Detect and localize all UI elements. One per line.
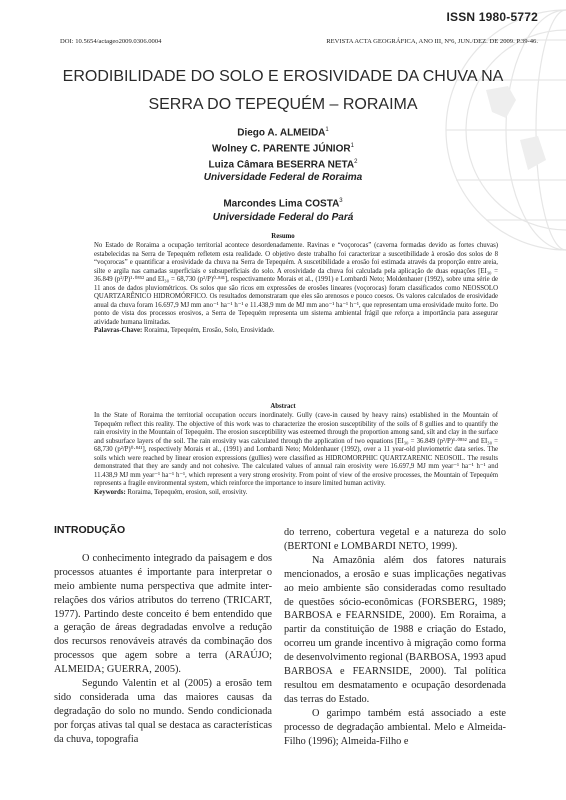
intro-paragraph-4: O garimpo também está associado a este processo de degradação ambiental. Melo e Almeida-Filho (1996); Almeida-Filho e xyxy=(284,707,506,747)
abstract-text: In the State of Roraima the territorial occupation occurs inordinately. Gully (cave-in caused by heavy rains) established in the Mountain of Tepequém reflect this reality. The objective of this work was to characterize the erosion susceptibility of the soils of 8 gullies and to quantify the rain erosivity in the Mountain of Tepequém. The erosion susceptibility was esteemed through the proportion among sand, silt and clay in the surface and subsurface layers of the soil. The rain erosivity was calculated through the application of two equations [EI₃₀ = 36.849 (p²/P)¹·⁰⁸⁵² and EI₃₀ = 68,730 (p²/P)⁰·⁸⁴¹], respectively Morais et al., (1991) and Lombardi Neto; Moldenhauer (1992), over a 11 year-old pluviometric data series. The soils which were reached by linear erosion expressions (gullies) were classified as HIDROMORPHIC QUARTZARENIC NEOSOIL. The results demonstrated that they are sandy and not cohesive. The calculated values of annual rain erosivity were 16.697,9 MJ mm year⁻¹ ha⁻¹ h⁻¹ and 11.438,9 MJ mm year⁻¹ ha⁻¹ h⁻¹, which represent a very strong erosivity. From point of view of the erosive processes, the Mountain of Tepequém represents a fragile environmental system, which reinforce the importance to insure limited human activity. xyxy=(94,412,498,488)
introduction-heading: INTRODUÇÃO xyxy=(54,524,126,536)
resumo-heading: Resumo xyxy=(271,233,295,240)
paper-title-line-2: SERRA DO TEPEQUÉM – RORAIMA xyxy=(148,96,418,113)
right-column xyxy=(284,526,506,749)
resumo-text: No Estado de Roraima a ocupação territorial acontece desordenadamente. Ravinas e “voçorocas” (caverna formadas devido as fortes chuvas) estabelecidas na Serra de Tepequém refletem esta realidade. O objetivo deste trabalho foi caracterizar a suscetibilidade à erosão dos solos de 8 “voçorocas” e quantificar a erosividade da chuva na Serra de Tepequém. A suscetibilidade a erosão foi estimada através da proporção entre areia, silte e argila nas camadas superficiais e subsuperficiais do solo. A erosividade da chuva foi calculada pela aplicação de duas equações [EI₃₀ = 36.849 (p²/P)¹·⁰⁸⁵² and EI₃₀ = 68,730 (p²/P)⁰·⁸⁴¹], respectivamente Morais et al., (1991) e Lombardi Neto; Moldenhauer (1992), sobre uma série de 11 anos de dados pluviométricos. Os solos que são ricos em expressões de erosões lineares (voçorocas) foram classificados como NEOSSOLO QUARTZARÊNICO HIDROMÓRFICO. Os resultados demonstraram que eles são arenosos e pouco coesos. Os valores calculados de erosividade anual da chuva foram 16.697,9 MJ mm ano⁻¹ ha⁻¹ h⁻¹ e 11.438,9 mm de MJ mm ano⁻¹ ha⁻¹ h⁻¹, que representam uma erosividade muito forte. Do ponto de vista dos processos erosivos, a Serra de Tepequém representa um sistema ambiental frágil que reforça a importância para assegurar atividade humana limitadas. xyxy=(94,242,498,326)
intro-paragraph-3: Na Amazônia além dos fatores naturais mencionados, a erosão e suas implicações negativas ao meio ambiente são consideradas como resultado de questões sócio-econômicas (FORSBERG, 1989; BARBOSA e FEARNSIDE, 2000). Em Roraima, a partir da constituição de 1988 e criação do Estado, ocorreu um grande incentivo à migração como forma de desenvolvimento regional (BARBOSA, 1993 apud BARBOSA e FEARNSIDE, 2000). Tal política resultou em desmatamento e ocupação desordenada das terras do Estado. xyxy=(284,554,506,705)
abstract-keywords: Roraima, Tepequém, erosion, soil, erosivity. xyxy=(127,488,248,496)
abstract-body xyxy=(94,412,498,497)
intro-paragraph-continued: do terreno, cobertura vegetal e a natureza do solo (BERTONI e LOMBARDI NETO, 1999). xyxy=(284,527,506,552)
author-4: Marcondes Lima COSTA$^3$ xyxy=(223,197,343,210)
author-1: Diego A. ALMEIDA$^1$ xyxy=(237,127,329,139)
author-3: Luiza Câmara BESERRA NETA$^2$ xyxy=(208,158,358,170)
paper-title-line-1: ERODIBILIDADE DO SOLO E EROSIVIDADE DA CHUVA NA xyxy=(62,68,504,85)
doi-reference: DOI: 10.5654/actageo2009.0306.0004 xyxy=(60,38,162,45)
intro-paragraph-2: Segundo Valentin et al (2005) a erosão tem sido considerada uma das maiores causas da degradação do solo no mundo. Sendo condicionada por forças ativas tal qual se destaca as características da chuva, topografia xyxy=(54,678,272,745)
author-block xyxy=(40,124,526,224)
journal-citation: REVISTA ACTA GEOGRÁFICA, ANO III, Nº6, JUN./DEZ. DE 2009. P.39-46. xyxy=(326,38,538,45)
affiliation-1: Universidade Federal de Roraima xyxy=(203,172,363,184)
abstract-keywords-label: Keywords: xyxy=(94,488,126,496)
intro-paragraph-1: O conhecimento integrado da paisagem e dos processos atuantes é importante para interpretar o meio ambiente numa perspectiva que admite inter-relações dos vários atributos do terreno (TRICART, 1977). Partindo deste conceito é bem entendido que a geração de áreas degradadas envolve a redução dos recursos renováveis através da combinação dos processos que agem sobre a terra (ARAÚJO; ALMEIDA; GUERRA, 2005). xyxy=(54,552,272,676)
issn-number: ISSN 1980-5772 xyxy=(446,10,538,24)
resumo-keywords-label: Palavras-Chave: xyxy=(94,327,143,335)
author-2: Wolney C. PARENTE JÚNIOR$^1$ xyxy=(212,142,354,155)
resumo-keywords: Roraima, Tepequém, Erosão, Solo, Erosividade. xyxy=(144,327,275,335)
left-column xyxy=(54,524,272,747)
abstract-heading: Abstract xyxy=(270,403,296,410)
resumo-body xyxy=(94,242,498,336)
affiliation-2: Universidade Federal do Pará xyxy=(212,211,354,223)
